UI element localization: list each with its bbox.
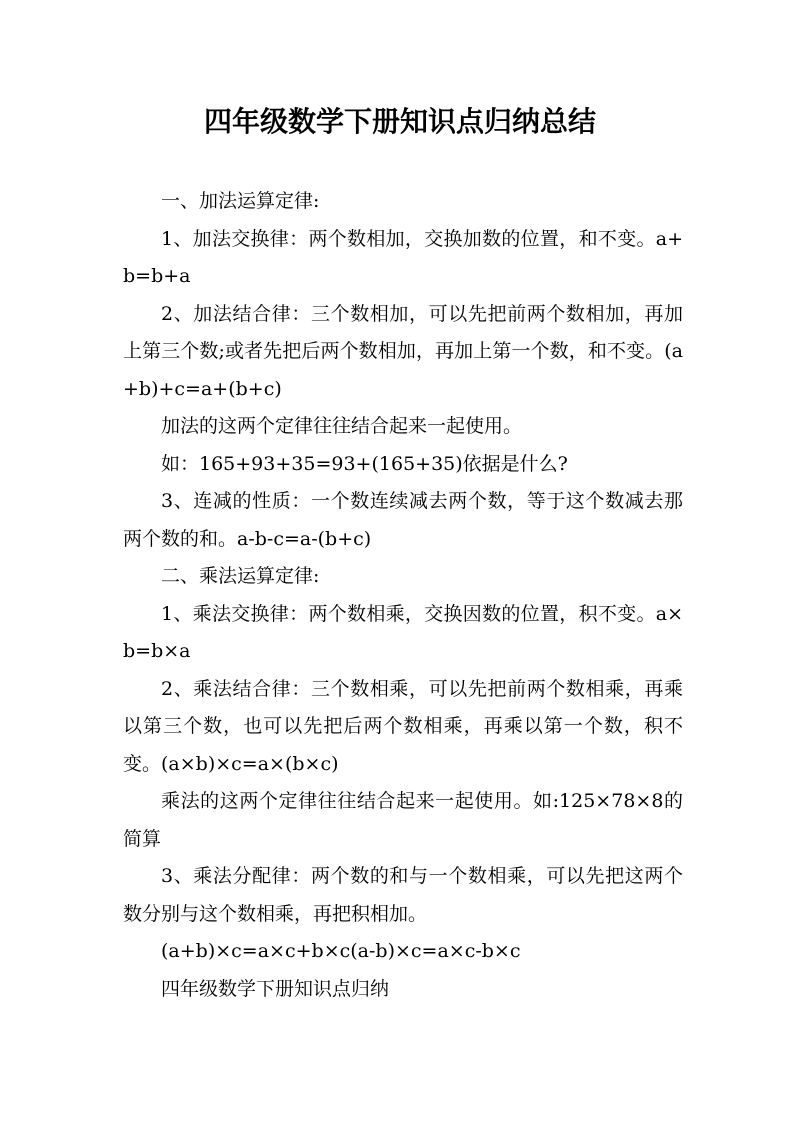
paragraph-addition-combined-use: 加法的这两个定律往往结合起来一起使用。 <box>161 415 523 437</box>
paragraph-multiplication-commutative: 1、乘法交换律：两个数相乘，交换因数的位置，积不变。a×b=b×a <box>123 602 683 662</box>
paragraph-subtraction-property: 3、连减的性质：一个数连续减去两个数，等于这个数减去那两个数的和。a-b-c=a-(b+c) <box>123 490 683 550</box>
document-title: 四年级数学下册知识点归纳总结 <box>203 105 596 138</box>
paragraph-distributive-law: 3、乘法分配律：两个数的和与一个数相乘，可以先把这两个数分别与这个数相乘，再把积相加。 <box>123 865 683 925</box>
section-heading-multiplication: 二、乘法运算定律: <box>161 565 320 587</box>
paragraph-addition-example: 如：165+93+35=93+(165+35)依据是什么? <box>161 452 568 475</box>
paragraph-distributive-formulas: (a+b)×c=a×c+b×c(a-b)×c=a×c-b×c <box>161 940 521 962</box>
section-heading-addition: 一、加法运算定律: <box>161 190 320 212</box>
paragraph-addition-commutative: 1、加法交换律：两个数相加，交换加数的位置，和不变。a+b=b+a <box>123 227 683 287</box>
paragraph-multiplication-combined-use: 乘法的这两个定律往往结合起来一起使用。如:125×78×8的简算 <box>123 790 683 850</box>
document-body <box>123 183 683 1008</box>
paragraph-addition-associative: 2、加法结合律：三个数相加，可以先把前两个数相加，再加上第三个数;或者先把后两个数相加，再加上第一个数，和不变。(a+b)+c=a+(b+c) <box>123 302 683 400</box>
paragraph-closing-subtitle: 四年级数学下册知识点归纳 <box>161 977 390 1000</box>
paragraph-multiplication-associative: 2、乘法结合律：三个数相乘，可以先把前两个数相乘，再乘以第三个数，也可以先把后两个数相乘，再乘以第一个数，积不变。(a×b)×c=a×(b×c) <box>123 677 683 775</box>
